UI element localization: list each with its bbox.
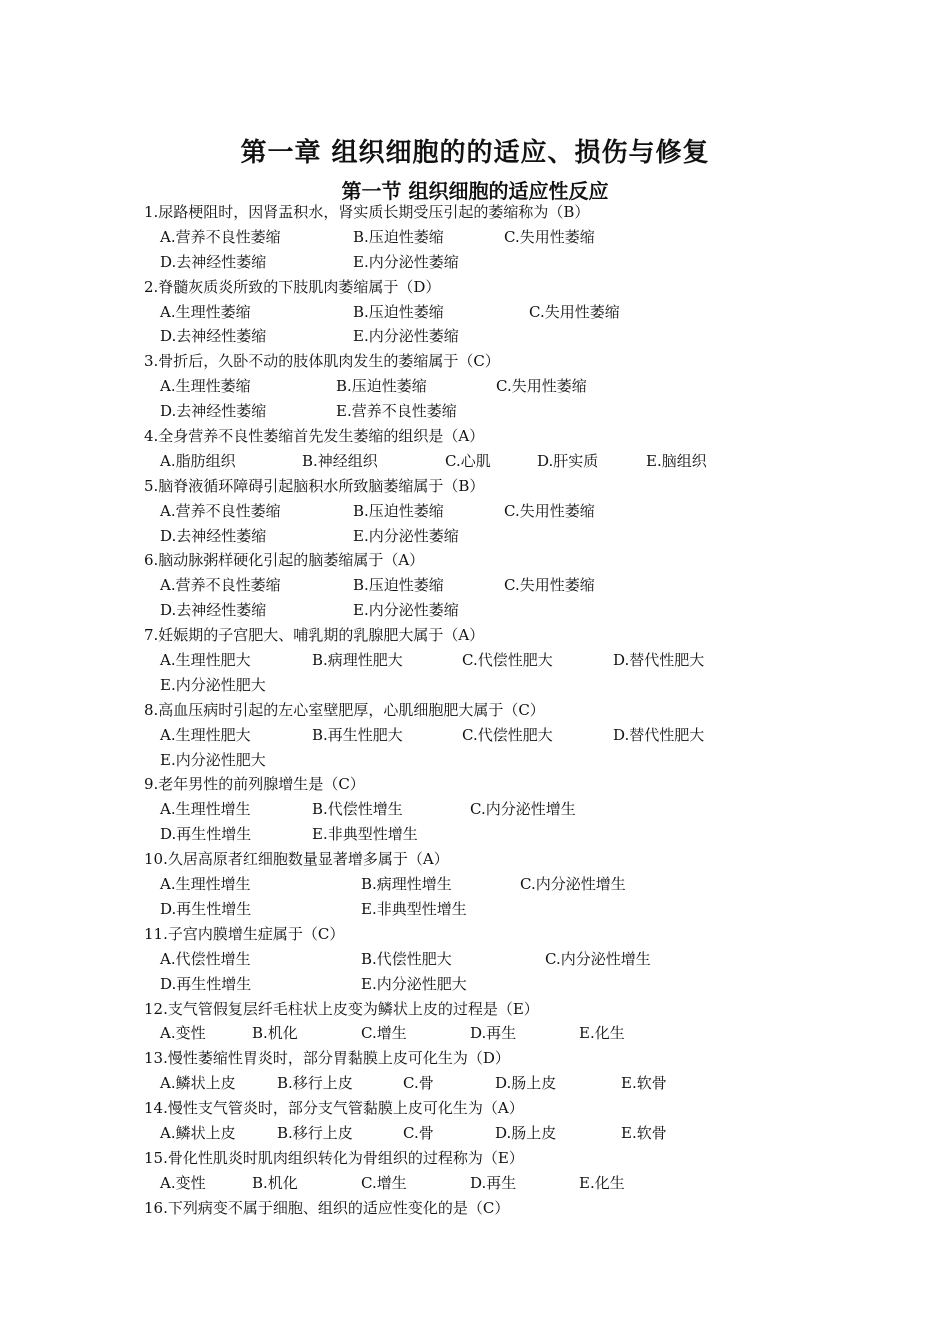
answer-option: E.内分泌性肥大: [361, 974, 467, 993]
answer-option: D.替代性肥大: [613, 651, 705, 670]
question-stem: 10.久居高原者红细胞数量显著增多属于（A）: [144, 850, 449, 869]
question-stem: 16.下列病变不属于细胞、组织的适应性变化的是（C）: [144, 1198, 510, 1217]
answer-option: B.代偿性肥大: [361, 949, 452, 968]
answer-option: D.再生性增生: [160, 974, 252, 993]
option-row: [144, 250, 844, 275]
answer-option: B.代偿性增生: [312, 800, 403, 819]
option-row: [144, 225, 844, 250]
question-stem: 5.脑脊液循环障碍引起脑积水所致脑萎缩属于（B）: [144, 476, 485, 495]
answer-option: C.代偿性肥大: [462, 725, 553, 744]
answer-option: A.生理性肥大: [160, 651, 251, 670]
answer-option: A.生理性肥大: [160, 725, 251, 744]
answer-option: D.再生性增生: [160, 825, 252, 844]
question-stem: 15.骨化性肌炎时肌肉组织转化为骨组织的过程称为（E）: [144, 1148, 524, 1167]
answer-option: D.去神经性萎缩: [160, 327, 267, 346]
answer-option: A.营养不良性萎缩: [160, 501, 281, 520]
option-row: [144, 673, 844, 698]
answer-option: E.内分泌性萎缩: [353, 327, 459, 346]
answer-option: C.失用性萎缩: [496, 377, 587, 396]
answer-option: D.再生性增生: [160, 899, 252, 918]
answer-option: A.生理性萎缩: [160, 302, 251, 321]
answer-option: E.非典型性增生: [312, 825, 418, 844]
option-row: [144, 1171, 844, 1196]
answer-option: B.神经组织: [302, 451, 378, 470]
answer-option: E.内分泌性萎缩: [353, 601, 459, 620]
question-stem: 7.妊娠期的子宫肥大、哺乳期的乳腺肥大属于（A）: [144, 626, 485, 645]
option-row: [144, 1021, 844, 1046]
answer-option: D.去神经性萎缩: [160, 526, 267, 545]
answer-option: B.移行上皮: [277, 1074, 353, 1093]
answer-option: C.增生: [361, 1173, 407, 1192]
answer-option: D.去神经性萎缩: [160, 402, 267, 421]
answer-option: C.骨: [403, 1123, 434, 1142]
answer-option: D.替代性肥大: [613, 725, 705, 744]
answer-option: E.内分泌性萎缩: [353, 252, 459, 271]
answer-option: C.失用性萎缩: [529, 302, 620, 321]
answer-option: E.内分泌性肥大: [160, 750, 266, 769]
answer-option: E.非典型性增生: [361, 899, 467, 918]
answer-option: A.鳞状上皮: [160, 1074, 236, 1093]
question-stem: 4.全身营养不良性萎缩首先发生萎缩的组织是（A）: [144, 427, 485, 446]
answer-option: C.增生: [361, 1024, 407, 1043]
option-row: [144, 947, 844, 972]
answer-option: A.鳞状上皮: [160, 1123, 236, 1142]
answer-option: A.变性: [160, 1173, 206, 1192]
question-stem: 9.老年男性的前列腺增生是（C）: [144, 775, 365, 794]
answer-option: A.变性: [160, 1024, 206, 1043]
answer-option: D.肠上皮: [495, 1074, 557, 1093]
question-stem: 2.脊髓灰质炎所致的下肢肌肉萎缩属于（D）: [144, 277, 441, 296]
answer-option: A.营养不良性萎缩: [160, 576, 281, 595]
answer-option: E.内分泌性肥大: [160, 675, 266, 694]
answer-option: C.骨: [403, 1074, 434, 1093]
answer-option: B.压迫性萎缩: [353, 576, 444, 595]
question-stem: 12.支气管假复层纤毛柱状上皮变为鳞状上皮的过程是（E）: [144, 999, 539, 1018]
chapter-title: 第一章 组织细胞的的适应、损伤与修复: [240, 138, 710, 168]
answer-option: C.失用性萎缩: [504, 227, 595, 246]
option-row: [144, 324, 844, 349]
option-row: [144, 449, 844, 474]
answer-option: C.失用性萎缩: [504, 501, 595, 520]
option-row: [144, 300, 844, 325]
answer-option: E.软骨: [621, 1123, 667, 1142]
answer-option: B.机化: [252, 1173, 298, 1192]
answer-option: C.内分泌性增生: [520, 875, 626, 894]
option-row: [144, 399, 844, 424]
answer-option: E.化生: [579, 1173, 625, 1192]
answer-option: D.再生: [470, 1024, 517, 1043]
answer-option: C.内分泌性增生: [470, 800, 576, 819]
answer-option: A.生理性萎缩: [160, 377, 251, 396]
answer-option: B.机化: [252, 1024, 298, 1043]
option-row: [144, 1071, 844, 1096]
option-row: [144, 598, 844, 623]
answer-option: D.肠上皮: [495, 1123, 557, 1142]
answer-option: D.肝实质: [537, 451, 599, 470]
question-list: [144, 200, 844, 1221]
question-stem: 8.高血压病时引起的左心室壁肥厚，心肌细胞肥大属于（C）: [144, 700, 545, 719]
option-row: [144, 1121, 844, 1146]
option-row: [144, 797, 844, 822]
option-row: [144, 748, 844, 773]
answer-option: D.去神经性萎缩: [160, 601, 267, 620]
answer-option: E.软骨: [621, 1074, 667, 1093]
answer-option: E.脑组织: [646, 451, 707, 470]
answer-option: A.脂肪组织: [160, 451, 236, 470]
option-row: [144, 573, 844, 598]
answer-option: A.生理性增生: [160, 800, 251, 819]
option-row: [144, 897, 844, 922]
answer-option: D.再生: [470, 1173, 517, 1192]
answer-option: C.代偿性肥大: [462, 651, 553, 670]
answer-option: B.再生性肥大: [312, 725, 403, 744]
question-stem: 14.慢性支气管炎时，部分支气管黏膜上皮可化生为（A）: [144, 1099, 524, 1118]
answer-option: B.病理性肥大: [312, 651, 403, 670]
option-row: [144, 524, 844, 549]
answer-option: B.压迫性萎缩: [353, 227, 444, 246]
answer-option: B.病理性增生: [361, 875, 452, 894]
answer-option: A.营养不良性萎缩: [160, 227, 281, 246]
answer-option: B.压迫性萎缩: [336, 377, 427, 396]
question-stem: 1.尿路梗阻时，因肾盂积水，肾实质长期受压引起的萎缩称为（B）: [144, 203, 590, 221]
answer-option: B.压迫性萎缩: [353, 302, 444, 321]
option-row: [144, 374, 844, 399]
answer-option: D.去神经性萎缩: [160, 252, 267, 271]
answer-option: A.代偿性增生: [160, 949, 251, 968]
question-stem: 6.脑动脉粥样硬化引起的脑萎缩属于（A）: [144, 551, 425, 570]
option-row: [144, 648, 844, 673]
answer-option: B.移行上皮: [277, 1123, 353, 1142]
answer-option: C.内分泌性增生: [545, 949, 651, 968]
question-stem: 11.子宫内膜增生症属于（C）: [144, 924, 345, 943]
answer-option: E.内分泌性萎缩: [353, 526, 459, 545]
section-title: 第一节 组织细胞的适应性反应: [341, 179, 609, 203]
answer-option: A.生理性增生: [160, 875, 251, 894]
answer-option: B.压迫性萎缩: [353, 501, 444, 520]
answer-option: E.化生: [579, 1024, 625, 1043]
option-row: [144, 822, 844, 847]
question-stem: 3.骨折后，久卧不动的肢体肌肉发生的萎缩属于（C）: [144, 352, 500, 371]
question-stem: 13.慢性萎缩性胃炎时，部分胃黏膜上皮可化生为（D）: [144, 1049, 510, 1068]
option-row: [144, 872, 844, 897]
answer-option: C.失用性萎缩: [504, 576, 595, 595]
answer-option: C.心肌: [445, 451, 491, 470]
option-row: [144, 499, 844, 524]
option-row: [144, 972, 844, 997]
answer-option: E.营养不良性萎缩: [336, 402, 457, 421]
option-row: [144, 723, 844, 748]
